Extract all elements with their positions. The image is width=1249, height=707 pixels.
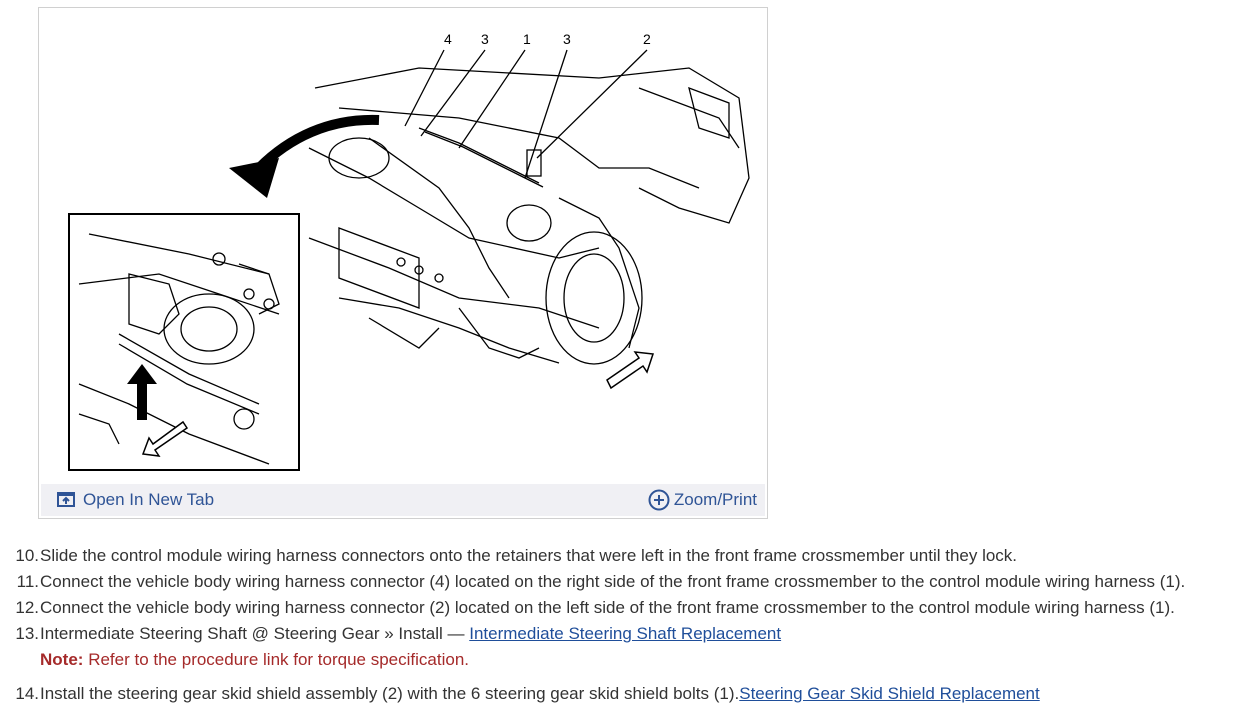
callout-3b: 3 <box>563 31 571 47</box>
step-10 <box>8 543 1248 569</box>
step-number: 12. <box>15 598 39 617</box>
zoom-print-label: Zoom/Print <box>673 490 757 509</box>
step-text: Connect the vehicle body wiring harness connector (4) located on the right side of the front frame crossmember to the control module wiring harness (1). <box>40 572 1186 591</box>
callout-4: 4 <box>444 31 452 47</box>
steering-gear-diagram <box>39 8 767 484</box>
step-13 <box>8 621 1248 647</box>
procedure-steps <box>8 543 1248 707</box>
zoom-print-button[interactable] <box>648 489 757 511</box>
step-11 <box>8 569 1248 595</box>
callout-1: 1 <box>523 31 531 47</box>
figure-container <box>38 7 768 519</box>
step-12 <box>8 595 1248 621</box>
step-text: Slide the control module wiring harness connectors onto the retainers that were left in the front frame crossmember until they lock. <box>40 546 1018 565</box>
callout-3a: 3 <box>481 31 489 47</box>
step-text <box>40 621 781 647</box>
intermediate-steering-shaft-link[interactable]: Intermediate Steering Shaft Replacement <box>469 624 782 643</box>
open-new-tab-button[interactable] <box>57 490 214 510</box>
skid-shield-replacement-link[interactable]: Steering Gear Skid Shield Replacement <box>739 684 1040 703</box>
step-number: 10. <box>15 546 39 565</box>
step-13-text: Intermediate Steering Shaft @ Steering Gear » Install — <box>40 624 470 643</box>
note <box>8 647 1248 673</box>
step-text <box>40 681 1040 707</box>
note-label: Note: <box>40 650 84 669</box>
callout-2: 2 <box>643 31 651 47</box>
step-14 <box>8 681 1248 707</box>
step-14-text: Install the steering gear skid shield assembly (2) with the 6 steering gear skid shield bolts (1). <box>40 684 740 703</box>
open-new-tab-label: Open In New Tab <box>83 490 215 509</box>
zoom-plus-icon <box>648 489 670 511</box>
open-new-tab-icon <box>57 492 75 508</box>
figure-toolbar <box>41 484 765 516</box>
step-number: 14. <box>15 684 39 703</box>
step-text: Connect the vehicle body wiring harness connector (2) located on the left side of the front frame crossmember to the control module wiring harness (1). <box>40 598 1175 617</box>
step-number: 11. <box>16 572 39 591</box>
step-number: 13. <box>15 624 39 643</box>
note-text: Refer to the procedure link for torque specification. <box>88 650 470 669</box>
